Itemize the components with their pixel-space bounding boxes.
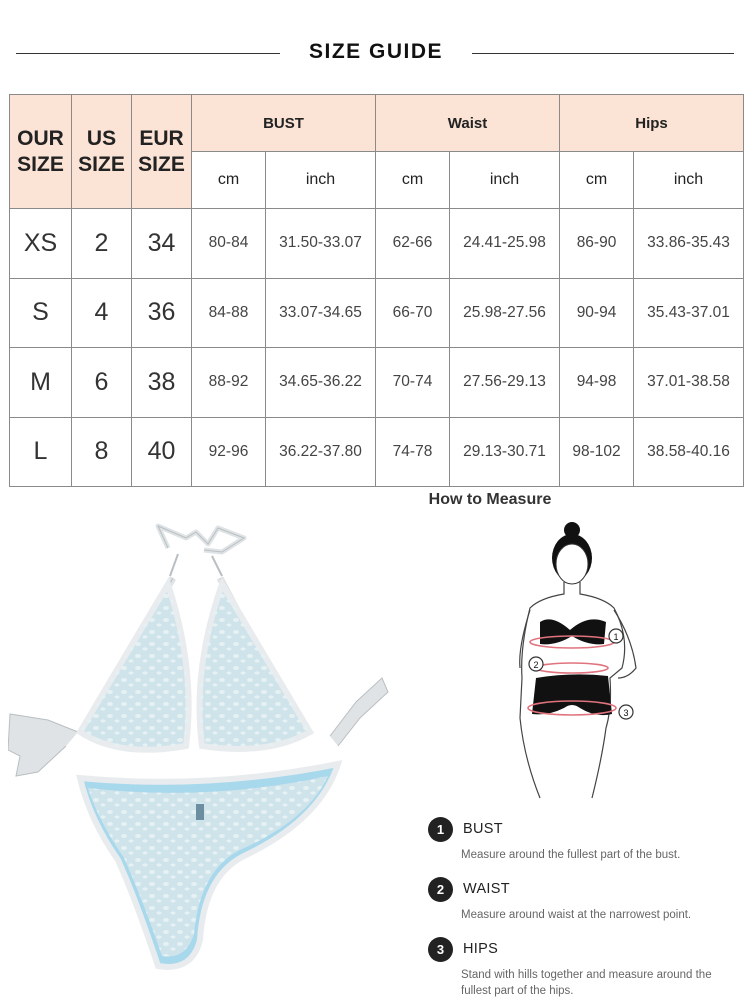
- cell-eur-size: 36: [132, 278, 192, 348]
- cell-our-size: S: [10, 278, 72, 348]
- size-guide-header: [0, 0, 750, 94]
- measure-label: BUST: [463, 821, 503, 837]
- header-waist-cm: cm: [376, 152, 450, 209]
- cell-our-size: M: [10, 348, 72, 418]
- cell-us-size: 8: [72, 417, 132, 487]
- cell-eur-size: 40: [132, 417, 192, 487]
- halter-tie: [158, 526, 244, 552]
- header-bust-cm: cm: [192, 152, 266, 209]
- cell-hips-cm: 86-90: [560, 209, 634, 279]
- table-row: [10, 209, 744, 279]
- cell-waist-inch: 29.13-30.71: [450, 417, 560, 487]
- cell-us-size: 6: [72, 348, 132, 418]
- cell-hips-inch: 33.86-35.43: [634, 209, 744, 279]
- header-our-size: OUR SIZE: [10, 95, 72, 209]
- cell-our-size: XS: [10, 209, 72, 279]
- cell-waist-cm: 70-74: [376, 348, 450, 418]
- figure-marker-bust: 1: [613, 632, 619, 642]
- figure-marker-hips: 3: [623, 708, 629, 718]
- measure-description: Stand with hills together and measure around the fullest part of the hips.: [461, 969, 712, 997]
- header-bust-inch: inch: [266, 152, 376, 209]
- measure-label: HIPS: [463, 941, 499, 957]
- cell-eur-size: 38: [132, 348, 192, 418]
- cell-bust-cm: 84-88: [192, 278, 266, 348]
- cell-waist-inch: 24.41-25.98: [450, 209, 560, 279]
- cell-bust-inch: 31.50-33.07: [266, 209, 376, 279]
- header-hips: Hips: [560, 95, 744, 152]
- number-badge: 3: [428, 937, 453, 962]
- header-hips-cm: cm: [560, 152, 634, 209]
- cell-hips-cm: 98-102: [560, 417, 634, 487]
- cell-hips-cm: 90-94: [560, 278, 634, 348]
- measure-description: Measure around waist at the narrowest point.: [461, 909, 692, 921]
- number-badge: 1: [428, 817, 453, 842]
- cell-waist-cm: 66-70: [376, 278, 450, 348]
- header-waist: Waist: [376, 95, 560, 152]
- cell-waist-cm: 74-78: [376, 417, 450, 487]
- header-waist-inch: inch: [450, 152, 560, 209]
- cell-waist-cm: 62-66: [376, 209, 450, 279]
- cell-us-size: 2: [72, 209, 132, 279]
- cell-hips-cm: 94-98: [560, 348, 634, 418]
- header-bust: BUST: [192, 95, 376, 152]
- cell-bust-cm: 80-84: [192, 209, 266, 279]
- figure-marker-waist: 2: [533, 660, 539, 670]
- header-eur-size: EUR SIZE: [132, 95, 192, 209]
- title-divider-left: [16, 53, 280, 54]
- cell-bust-inch: 34.65-36.22: [266, 348, 376, 418]
- table-row: [10, 278, 744, 348]
- cell-bust-cm: 88-92: [192, 348, 266, 418]
- cell-bust-inch: 36.22-37.80: [266, 417, 376, 487]
- cell-bust-inch: 33.07-34.65: [266, 278, 376, 348]
- header-hips-inch: inch: [634, 152, 744, 209]
- cell-our-size: L: [10, 417, 72, 487]
- body-measurement-figure: [500, 518, 650, 808]
- table-row: [10, 348, 744, 418]
- cell-us-size: 4: [72, 278, 132, 348]
- number-badge: 2: [428, 877, 453, 902]
- size-table: [9, 94, 744, 487]
- page-title: SIZE GUIDE: [308, 40, 444, 63]
- table-row: [10, 417, 744, 487]
- header-us-size: US SIZE: [72, 95, 132, 209]
- cell-waist-inch: 25.98-27.56: [450, 278, 560, 348]
- title-divider-right: [472, 53, 734, 54]
- cell-bust-cm: 92-96: [192, 417, 266, 487]
- cell-eur-size: 34: [132, 209, 192, 279]
- measure-description: Measure around the fullest part of the bust.: [461, 849, 681, 861]
- cell-waist-inch: 27.56-29.13: [450, 348, 560, 418]
- cell-hips-inch: 37.01-38.58: [634, 348, 744, 418]
- measure-label: WAIST: [463, 881, 510, 897]
- bikini-product-image: [8, 520, 400, 980]
- cell-hips-inch: 38.58-40.16: [634, 417, 744, 487]
- cell-hips-inch: 35.43-37.01: [634, 278, 744, 348]
- how-to-measure-title: How to Measure: [428, 491, 552, 508]
